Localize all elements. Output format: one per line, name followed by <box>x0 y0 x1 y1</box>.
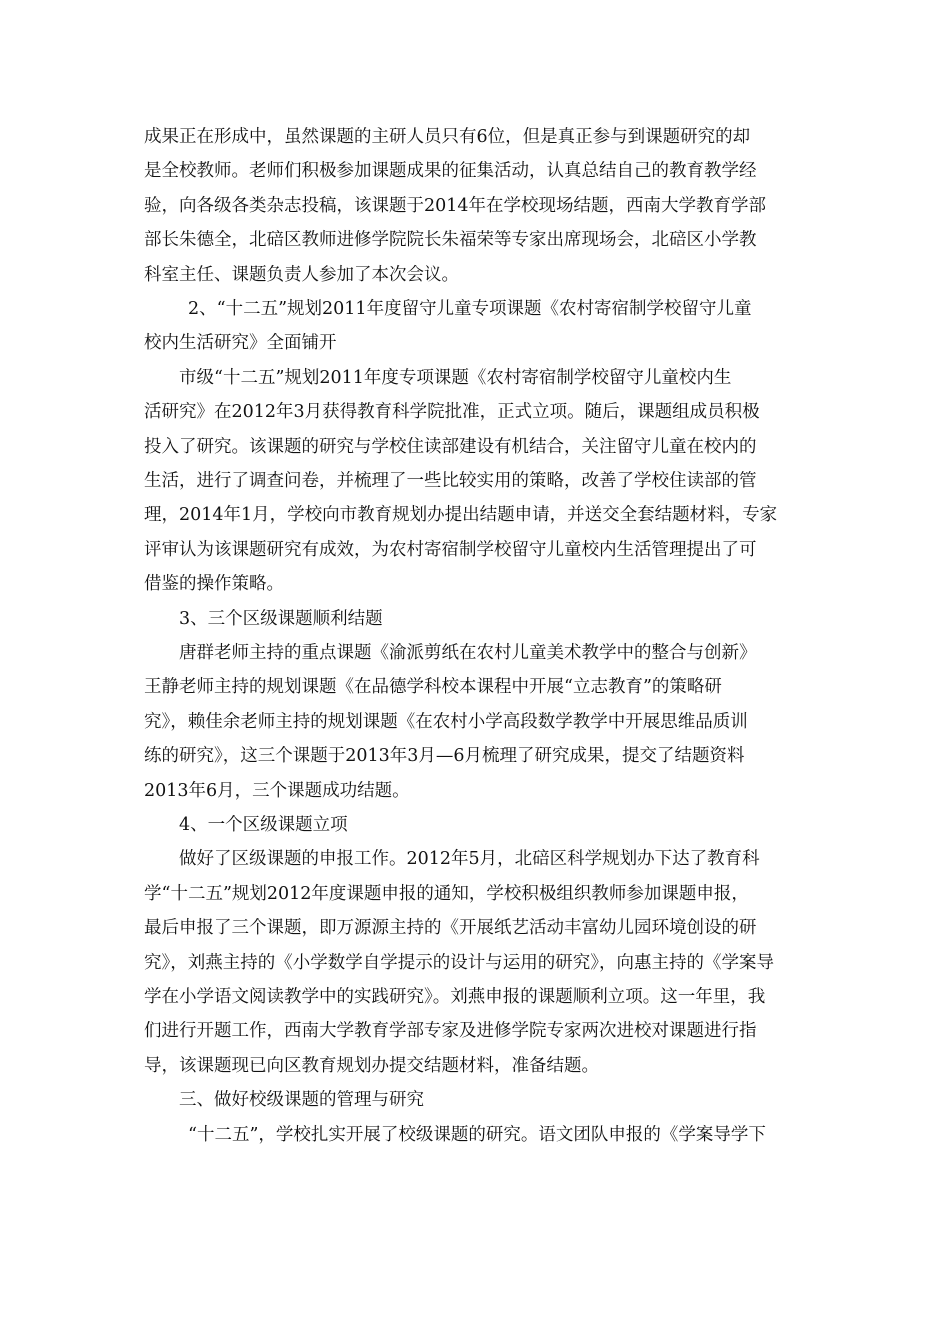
text-line: 成果正在形成中，虽然课题的主研人员只有6位，但是真正参与到课题研究的却 <box>144 127 751 147</box>
section-heading: 三、做好校级课题的管理与研究 <box>179 1090 424 1111</box>
text-line: 借鉴的操作策略。 <box>144 574 284 595</box>
text-line: 最后申报了三个课题，即万源源主持的《开展纸艺活动丰富幼儿园环境创设的研 <box>144 918 757 939</box>
text-line: 究》，刘燕主持的《小学数学自学提示的设计与运用的研究》，向惠主持的《学案导 <box>144 952 774 973</box>
section-heading: 2、“十二五”规划2011年度留守儿童专项课题《农村寄宿制学校留守儿童 <box>188 299 752 319</box>
text-line: 导，该课题现已向区教育规划办提交结题材料，准备结题。 <box>144 1055 599 1076</box>
text-line: 练的研究》，这三个课题于2013年3月—6月梳理了研究成果，提交了结题资料 <box>144 746 745 767</box>
text-line: 评审认为该课题研究有成效，为农村寄宿制学校留守儿童校内生活管理提出了可 <box>144 539 757 560</box>
section-heading: 4、一个区级课题立项 <box>179 815 348 835</box>
text-line: 市级“十二五”规划2011年度专项课题《农村寄宿制学校留守儿童校内生 <box>179 367 732 388</box>
text-line: 学“十二五”规划2012年度课题申报的通知，学校积极组织教师参加课题申报， <box>144 883 749 904</box>
text-line: 王静老师主持的规划课题《在品德学科校本课程中开展“立志教育”的策略研 <box>144 677 722 698</box>
text-line: 生活，进行了调查问卷，并梳理了一些比较实用的策略，改善了学校住读部的管 <box>144 471 757 491</box>
text-line: 活研究》在2012年3月获得教育科学院批准，正式立项。随后，课题组成员积极 <box>144 402 760 423</box>
section-heading: 3、三个区级课题顺利结题 <box>179 608 383 629</box>
text-line: 唐群老师主持的重点课题《渝派剪纸在农村儿童美术教学中的整合与创新》 <box>179 643 757 663</box>
text-line: 究》，赖佳余老师主持的规划课题《在农村小学高段数学教学中开展思维品质训 <box>144 711 748 732</box>
text-line: 科室主任、课题负责人参加了本次会议。 <box>144 264 459 285</box>
text-line: “十二五”，学校扎实开展了校级课题的研究。语文团队申报的《学案导学下 <box>188 1124 766 1145</box>
section-heading-cont: 校内生活研究》全面铺开 <box>144 333 337 354</box>
text-line: 学在小学语文阅读教学中的实践研究》。刘燕申报的课题顺利立项。这一年里，我 <box>144 987 766 1007</box>
text-line: 验，向各级各类杂志投稿，该课题于2014年在学校现场结题，西南大学教育学部 <box>144 195 767 216</box>
text-line: 投入了研究。该课题的研究与学校住读部建设有机结合，关注留守儿童在校内的 <box>144 436 757 457</box>
text-line: 做好了区级课题的申报工作。2012年5月，北碚区科学规划办下达了教育科 <box>179 849 760 870</box>
text-line: 是全校教师。老师们积极参加课题成果的征集活动，认真总结自己的教育教学经 <box>144 161 757 182</box>
text-line: 理，2014年1月，学校向市教育规划办提出结题申请，并送交全套结题材料，专家 <box>144 505 778 526</box>
text-line: 们进行开题工作，西南大学教育学部专家及进修学院专家两次进校对课题进行指 <box>144 1021 757 1042</box>
text-line: 部长朱德全，北碚区教师进修学院院长朱福荣等专家出席现场会，北碚区小学教 <box>144 230 757 251</box>
text-line: 2013年6月，三个课题成功结题。 <box>144 780 410 801</box>
